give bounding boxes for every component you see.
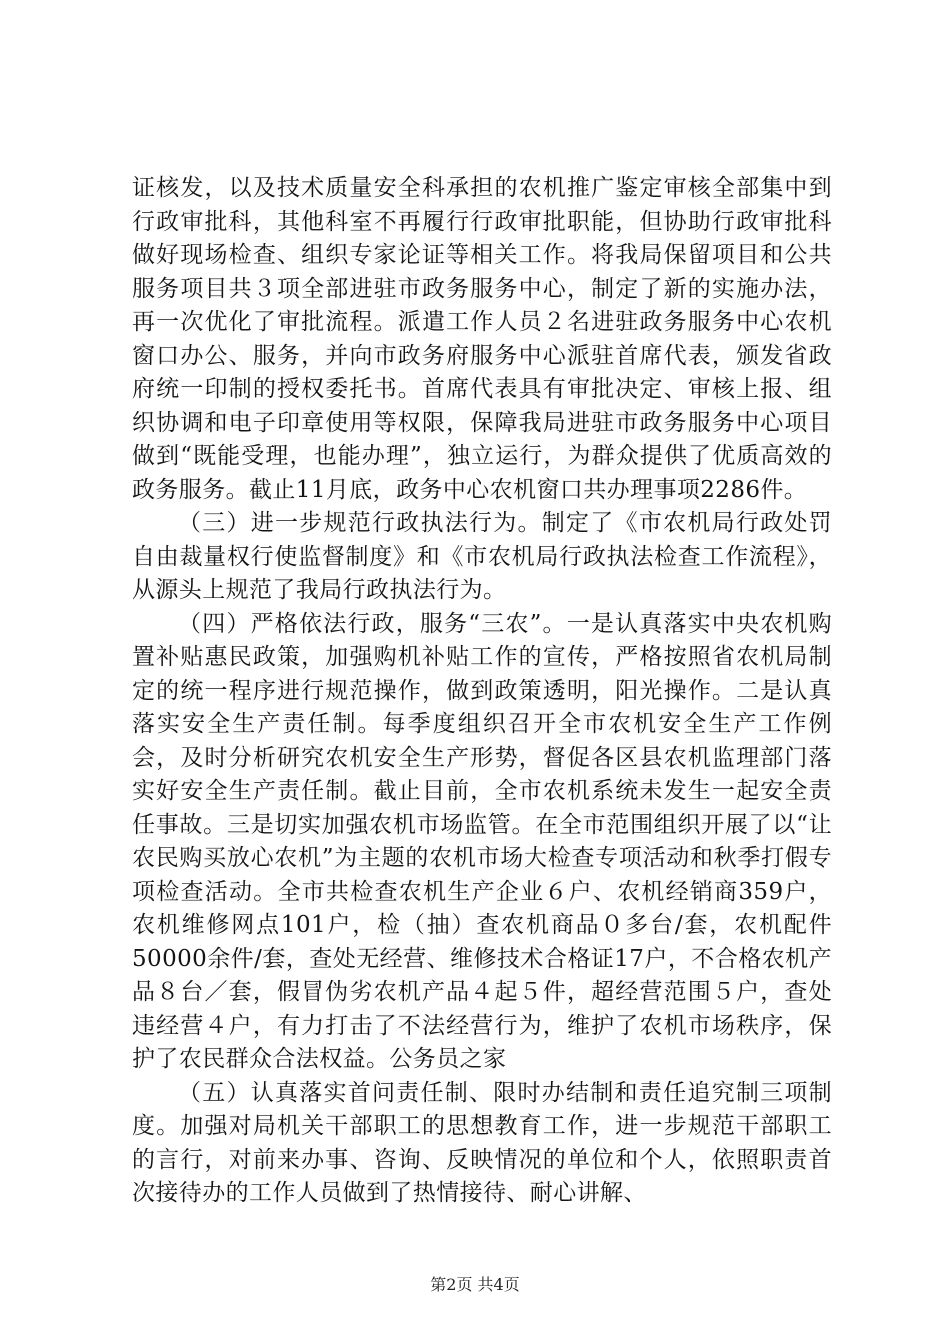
page-number-footer: 第2页 共4页 [430, 1275, 520, 1294]
paragraph-section-5: （五）认真落实首问责任制、限时办结制和责任追究制三项制度。加强对局机关干部职工的思想教育工作，进一步规范干部职工的言行，对前来办事、咨询、反映情况的单位和个人，依照职责首次接待办的工作人员做到了热情接待、耐心讲解、 [132, 1079, 832, 1206]
paragraph-continuation: 证核发，以及技术质量安全科承担的农机推广鉴定审核全部集中到行政审批科，其他科室不再履行行政审批职能，但协助行政审批科做好现场检查、组织专家论证等相关工作。将我局保留项目和公共服务项目共３项全部进驻市政务服务中心，制定了新的实施办法，再一次优化了审批流程。派遣工作人员２名进驻政务服务中心农机窗口办公、服务，并向市政务府服务中心派驻首席代表，颁发省政府统一印制的授权委托书。首席代表具有审批决定、审核上报、组织协调和电子印章使用等权限，保障我局进驻市政务服务中心项目做到“既能受理，也能办理”，独立运行，为群众提供了优质高效的政务服务。截止11月底，政务中心农机窗口共办理事项2286件。 [132, 175, 832, 503]
paragraph-section-4: （四）严格依法行政，服务“三农”。一是认真落实中央农机购置补贴惠民政策，加强购机补贴工作的宣传，严格按照省农机局制定的统一程序进行规范操作，做到政策透明，阳光操作。二是认真落实安全生产责任制。每季度组织召开全市农机安全生产工作例会，及时分析研究农机安全生产形势，督促各区县农机监理部门落实好安全生产责任制。截止目前，全市农机系统未发生一起安全责任事故。三是切实加强农机市场监管。在全市范围组织开展了以“让农民购买放心农机”为主题的农机市场大检查专项活动和秋季打假专项检查活动。全市共检查农机生产企业６户、农机经销商359户，农机维修网点101户，检（抽）查农机商品０多台/套，农机配件50000余件/套，查处无经营、维修技术合格证17户，不合格农机产品８台／套，假冒伪劣农机产品４起５件，超经营范围５户，查处违经营４户，有力打击了不法经营行为，维护了农机市场秩序，保护了农民群众合法权益。公务员之家 [132, 610, 832, 1072]
paragraph-section-3: （三）进一步规范行政执法行为。制定了《市农机局行政处罚自由裁量权行使监督制度》和《市农机局行政执法检查工作流程》，从源头上规范了我局行政执法行为。 [132, 510, 832, 603]
document-body [132, 172, 832, 1211]
